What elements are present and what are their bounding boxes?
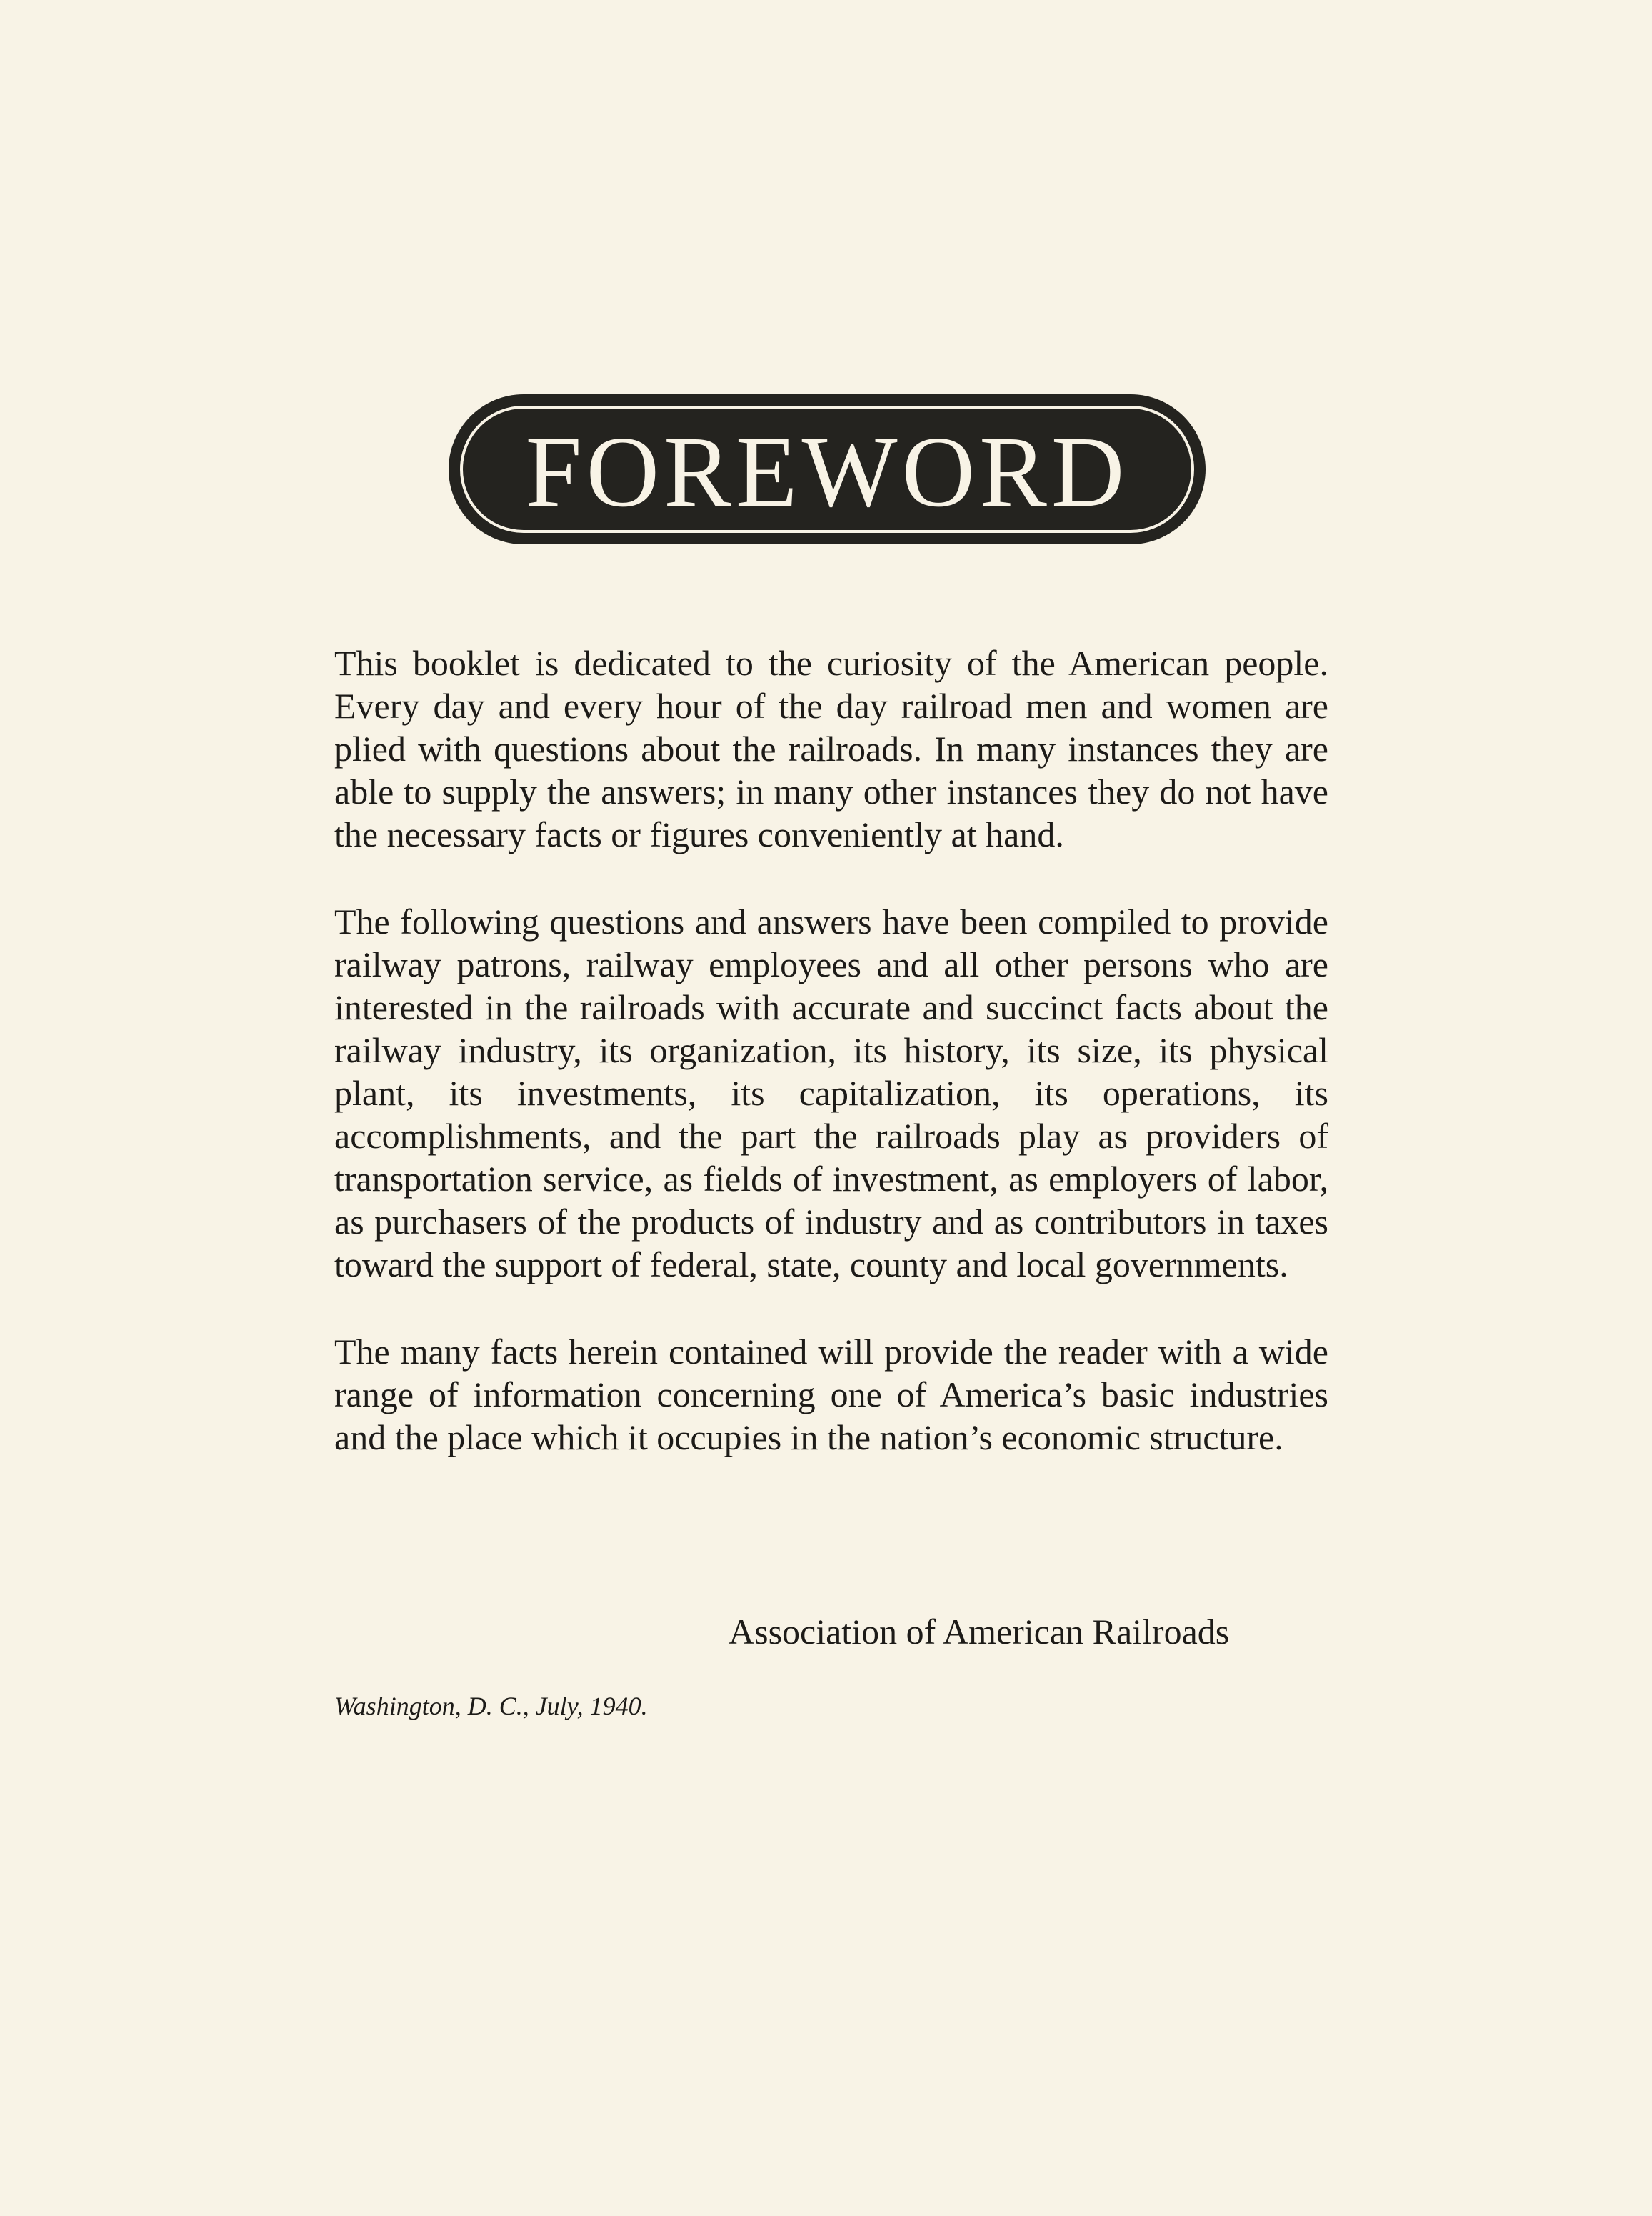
signature: Association of American Railroads — [729, 1612, 1230, 1652]
foreword-banner — [449, 394, 1206, 544]
foreword-body — [334, 642, 1328, 1503]
dateline: Washington, D. C., July, 1940. — [334, 1692, 648, 1720]
paragraph-2: The following questions and answers have been compiled to provide railway patrons, railway employees and all other persons who are interested in the railroads with accurate and succinct facts about the railway industry, its organization, its history, its size, its physical plant, its investments, its capitalization, its operations, its accomplishments, and the part the railroads play as providers of transportation service, as fields of investment, as employers of labor, as purchasers of the products of industry and as contributors in taxes toward the support of federal, state, county and local governments. — [334, 902, 1328, 1284]
paragraph-1: This booklet is dedicated to the curiosity of the American people. Every day and every hour of the day railroad men and women are plied with questions about the railroads. In many instances they are able to supply the answers; in many other instances they do not have the necessary facts or figures conveniently at hand. — [334, 643, 1328, 854]
paragraph-3: The many facts herein contained will provide the reader with a wide range of information concerning one of America’s basic industries and the place which it occupies in the nation’s economic structure. — [334, 1332, 1328, 1457]
page-title: FOREWORD — [525, 415, 1129, 528]
